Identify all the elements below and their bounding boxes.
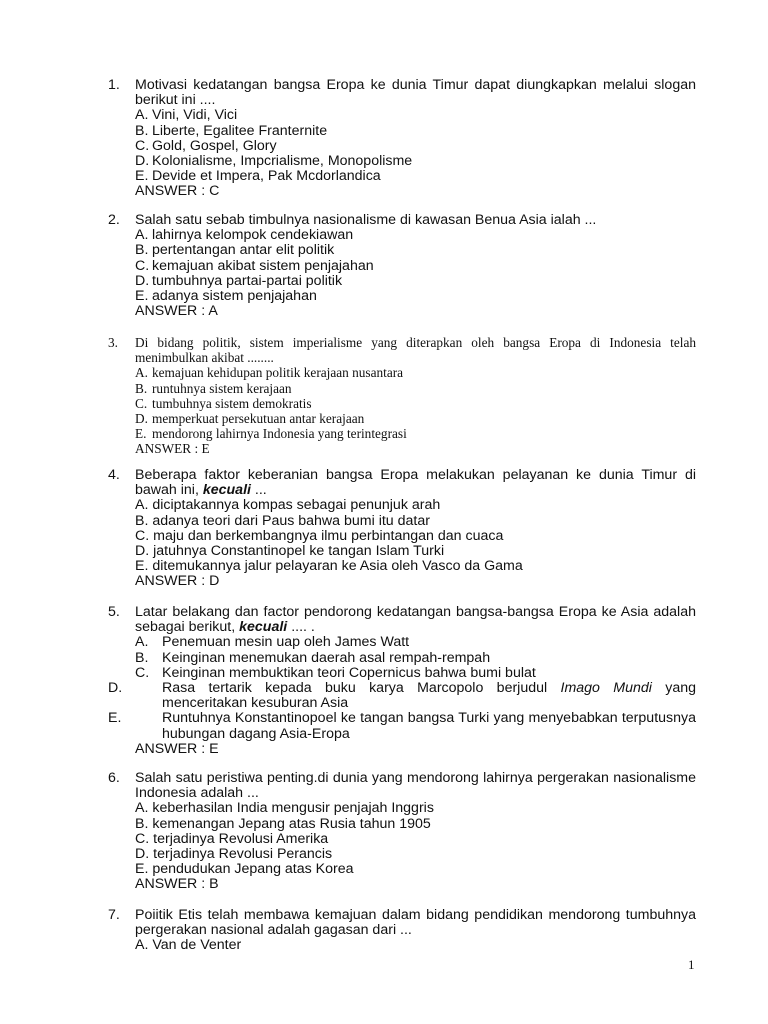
question-number: 1. xyxy=(108,77,120,93)
question-stem: Di bidang politik, sistem imperialisme yang diterapkan oleh bangsa Eropa di Indonesia telah menimbulkan akibat ........ xyxy=(135,335,696,366)
question-stem: Poiitik Etis telah membawa kemajuan dalam bidang pendidikan mendorong tumbuhnya pergerakan nasional adalah gagasan dari ... xyxy=(135,907,696,939)
option-b: B. Liberte, Egalitee Franternite xyxy=(135,122,328,139)
answer-key: ANSWER : E xyxy=(135,740,219,757)
question-stem: Salah satu peristiwa penting.di dunia yang mendorong lahirnya pergerakan nasionalisme Indonesia adalah ... xyxy=(135,770,696,802)
option-b: B. runtuhnya sistem kerajaan xyxy=(135,380,292,396)
page-number: 1 xyxy=(688,957,695,972)
option-a: A. keberhasilan India mengusir penjajah Inggris xyxy=(135,800,434,817)
question-number: 3. xyxy=(108,335,118,350)
option-b: B. kemenangan Jepang atas Rusia tahun 1905 xyxy=(135,815,431,832)
option-a: A. Penemuan mesin uap oleh James Watt xyxy=(135,634,410,651)
option-d: D. Kolonialisme, Impcrialisme, Monopolisme xyxy=(135,153,413,170)
answer-key: ANSWER : A xyxy=(135,303,218,320)
keyword-kecuali: kecuali xyxy=(202,482,251,499)
option-c: C. kemajuan akibat sistem penjajahan xyxy=(135,257,374,274)
option-a: A. diciptakannya kompas sebagai penunjuk arah xyxy=(135,497,441,514)
option-d: D. jatuhnya Constantinopel ke tangan Islam Turki xyxy=(135,543,445,560)
option-a: A. lahirnya kelompok cendekiawan xyxy=(135,227,354,244)
option-d: D. memperkuat persekutuan antar kerajaan xyxy=(135,411,365,427)
option-d: D. tumbuhnya partai-partai politik xyxy=(135,272,343,289)
option-e: E. mendorong lahirnya Indonesia yang terintegrasi xyxy=(135,426,407,442)
question-3 xyxy=(108,335,696,457)
option-d: D. terjadinya Revolusi Perancis xyxy=(135,846,333,863)
option-e: E. pendudukan Jepang atas Korea xyxy=(135,861,354,878)
question-2 xyxy=(108,213,696,319)
option-b: B. pertentangan antar elit politik xyxy=(135,242,335,259)
question-stem: Beberapa faktor keberanian bangsa Eropa melakukan pelayanan ke dunia Timur di bawah ini, kecuali ... xyxy=(135,467,696,499)
question-number: 4. xyxy=(108,467,120,483)
option-e: E. Runtuhnya Konstantinopoel ke tangan bangsa Turki yang menyebabkan terputusnya hubungan dagang Asia-Eropa xyxy=(108,710,696,742)
option-c: C. Keinginan membuktikan teori Copernicus bahwa bumi bulat xyxy=(135,664,536,681)
option-c: C. Gold, Gospel, Glory xyxy=(135,137,277,154)
question-number: 5. xyxy=(108,604,120,620)
option-e: E. ditemukannya jalur pelayaran ke Asia oleh Vasco da Gama xyxy=(135,558,523,575)
option-c: C. maju dan berkembangnya ilmu perbintangan dan cuaca xyxy=(135,527,504,544)
answer-key: ANSWER : C xyxy=(135,183,220,200)
question-5 xyxy=(108,605,696,757)
question-number: 7. xyxy=(108,907,120,923)
question-7 xyxy=(108,908,696,954)
option-a: A. Van de Venter xyxy=(135,937,242,954)
option-a: A. Vini, Vidi, Vici xyxy=(135,107,238,124)
option-a: A. kemajuan kehidupan politik kerajaan nusantara xyxy=(135,365,404,381)
book-title: Imago Mundi xyxy=(560,680,652,697)
answer-key: ANSWER : E xyxy=(135,441,210,457)
question-stem: Salah satu sebab timbulnya nasionalisme di kawasan Benua Asia ialah ... xyxy=(135,212,597,228)
option-c: C. terjadinya Revolusi Amerika xyxy=(135,830,329,847)
question-4 xyxy=(108,468,696,590)
option-e: E. adanya sistem penjajahan xyxy=(135,288,317,305)
answer-key: ANSWER : D xyxy=(135,573,220,590)
question-number: 6. xyxy=(108,770,120,786)
question-number: 2. xyxy=(108,212,120,228)
question-6 xyxy=(108,771,696,893)
question-1 xyxy=(108,78,696,200)
option-b: B. adanya teori dari Paus bahwa bumi itu datar xyxy=(135,512,430,529)
option-b: B. Keinginan menemukan daerah asal rempah-rempah xyxy=(135,649,491,666)
question-stem: Motivasi kedatangan bangsa Eropa ke dunia Timur dapat diungkapkan melalui slogan berikut ini .... xyxy=(135,77,696,109)
question-stem: Latar belakang dan factor pendorong kedatangan bangsa-bangsa Eropa ke Asia adalah sebagai berikut, kecuali .... . xyxy=(135,604,696,636)
answer-key: ANSWER : B xyxy=(135,876,219,893)
keyword-kecuali: kecuali xyxy=(239,619,288,636)
option-e: E. Devide et Impera, Pak Mcdorlandica xyxy=(135,168,381,185)
option-d: D. Rasa tertarik kepada buku karya Marcopolo berjudul Imago Mundi yang menceritakan kesuburan Asia xyxy=(108,680,696,712)
option-c: C. tumbuhnya sistem demokratis xyxy=(135,395,312,411)
